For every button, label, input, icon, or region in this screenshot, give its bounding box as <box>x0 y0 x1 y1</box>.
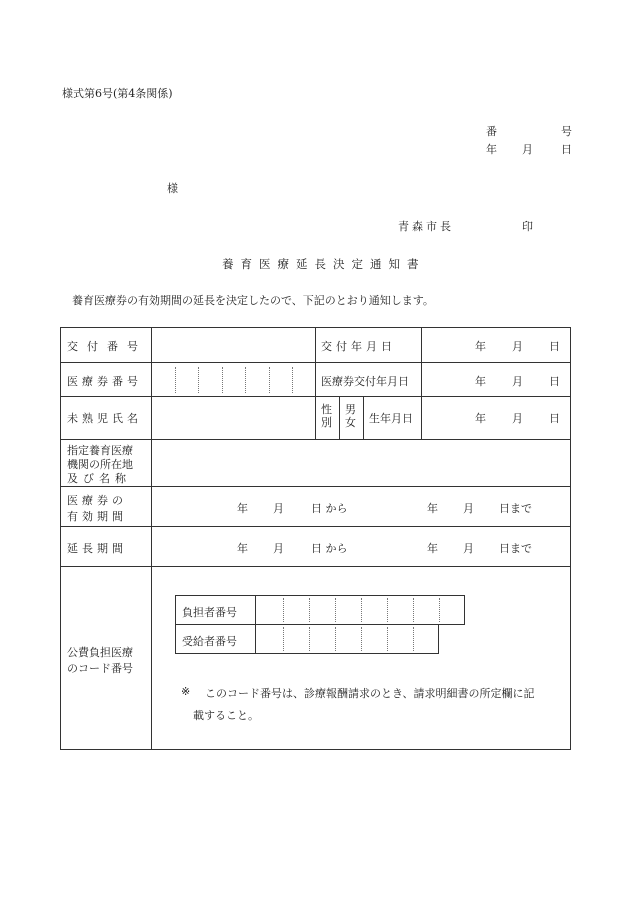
note-line2: 載すること。 <box>193 709 259 722</box>
validity-start-day: 日 から <box>311 502 348 515</box>
digit-separator <box>292 367 293 393</box>
ticket-date-month: 月 <box>512 375 523 388</box>
payer-number-label: 負担者番号 <box>182 606 237 619</box>
column-divider <box>363 396 364 439</box>
public-code-label-line1: 公費負担医療 <box>67 646 133 659</box>
document-title: 養育医療延長決定通知書 <box>222 257 426 271</box>
issue-date-day: 日 <box>549 340 560 353</box>
digit-separator <box>175 367 176 393</box>
issuer-mayor: 青森市長 <box>398 220 454 233</box>
form-number-label: 様式第6号(第4条関係) <box>62 87 173 100</box>
column-divider <box>315 328 316 439</box>
digit-separator <box>283 598 284 622</box>
issue-date-month: 月 <box>512 340 523 353</box>
extension-label: 延長期間 <box>67 542 127 555</box>
ticket-issue-date-label: 医療券交付年月日 <box>321 375 409 388</box>
extension-start-month: 月 <box>273 542 284 555</box>
sex-label: 性別 <box>321 403 332 429</box>
validity-end-month: 月 <box>463 502 474 515</box>
document-number-label: 番 <box>486 125 497 138</box>
extension-end-day: 日まで <box>499 542 532 555</box>
digit-separator <box>335 627 336 651</box>
birth-date-year: 年 <box>475 412 486 425</box>
issue-date-year: 年 <box>475 340 486 353</box>
extension-start-year: 年 <box>237 542 248 555</box>
notice-table <box>60 327 571 750</box>
validity-label-line1: 医療券の <box>67 494 127 507</box>
row-divider <box>61 566 570 567</box>
public-code-label-line2: のコード番号 <box>67 662 133 675</box>
extension-end-year: 年 <box>427 542 438 555</box>
institution-label-line1: 指定養育医療 <box>67 444 133 457</box>
recipient-number-label: 受給者番号 <box>182 635 237 648</box>
column-divider <box>339 396 340 439</box>
payer-label-divider <box>255 596 256 624</box>
digit-separator <box>222 367 223 393</box>
birth-date-month: 月 <box>512 412 523 425</box>
digit-separator <box>413 598 414 622</box>
extension-start-day: 日 から <box>311 542 348 555</box>
digit-separator <box>245 367 246 393</box>
document-number-suffix: 号 <box>561 125 572 138</box>
validity-end-year: 年 <box>427 502 438 515</box>
birth-date-day: 日 <box>549 412 560 425</box>
row-divider <box>61 486 570 487</box>
digit-separator <box>387 598 388 622</box>
digit-separator <box>269 367 270 393</box>
recipient-number-box <box>175 624 439 654</box>
ticket-date-year: 年 <box>475 375 486 388</box>
digit-separator <box>439 598 440 622</box>
validity-start-year: 年 <box>237 502 248 515</box>
digit-separator <box>335 598 336 622</box>
digit-separator <box>309 598 310 622</box>
validity-end-day: 日まで <box>499 502 532 515</box>
intro-text: 養育医療券の有効期間の延長を決定したので、下記のとおり通知します。 <box>72 294 434 307</box>
date-year-label: 年 <box>486 143 497 156</box>
ticket-date-day: 日 <box>549 375 560 388</box>
institution-label-line2: 機関の所在地 <box>67 458 133 471</box>
row-divider <box>61 526 570 527</box>
payer-number-box <box>175 595 465 625</box>
recipient-label-divider <box>255 625 256 653</box>
column-divider <box>421 328 422 439</box>
row-divider <box>61 439 570 440</box>
digit-separator <box>361 627 362 651</box>
digit-separator <box>361 598 362 622</box>
birth-date-label: 生年月日 <box>369 412 413 425</box>
digit-separator <box>283 627 284 651</box>
date-day-label: 日 <box>561 143 572 156</box>
sex-options: 男女 <box>345 403 356 429</box>
note-mark: ※ <box>181 685 191 698</box>
recipient-honorific: 様 <box>167 182 178 195</box>
validity-label-line2: 有効期間 <box>67 510 127 523</box>
issue-date-label: 交付年月日 <box>321 340 396 353</box>
digit-separator <box>198 367 199 393</box>
extension-end-month: 月 <box>463 542 474 555</box>
validity-start-month: 月 <box>273 502 284 515</box>
label-column-divider <box>151 328 152 749</box>
digit-separator <box>413 627 414 651</box>
ticket-number-label: 医療券番号 <box>67 375 142 388</box>
date-month-label: 月 <box>522 143 533 156</box>
institution-label-line3: 及び名称 <box>67 472 131 485</box>
seal-mark: 印 <box>522 220 533 233</box>
note-line1: このコード番号は、診療報酬請求のとき、請求明細書の所定欄に記 <box>205 687 535 700</box>
digit-separator <box>387 627 388 651</box>
issue-number-label: 交付番号 <box>67 340 147 353</box>
infant-name-label: 未熟児氏名 <box>67 412 142 425</box>
digit-separator <box>309 627 310 651</box>
